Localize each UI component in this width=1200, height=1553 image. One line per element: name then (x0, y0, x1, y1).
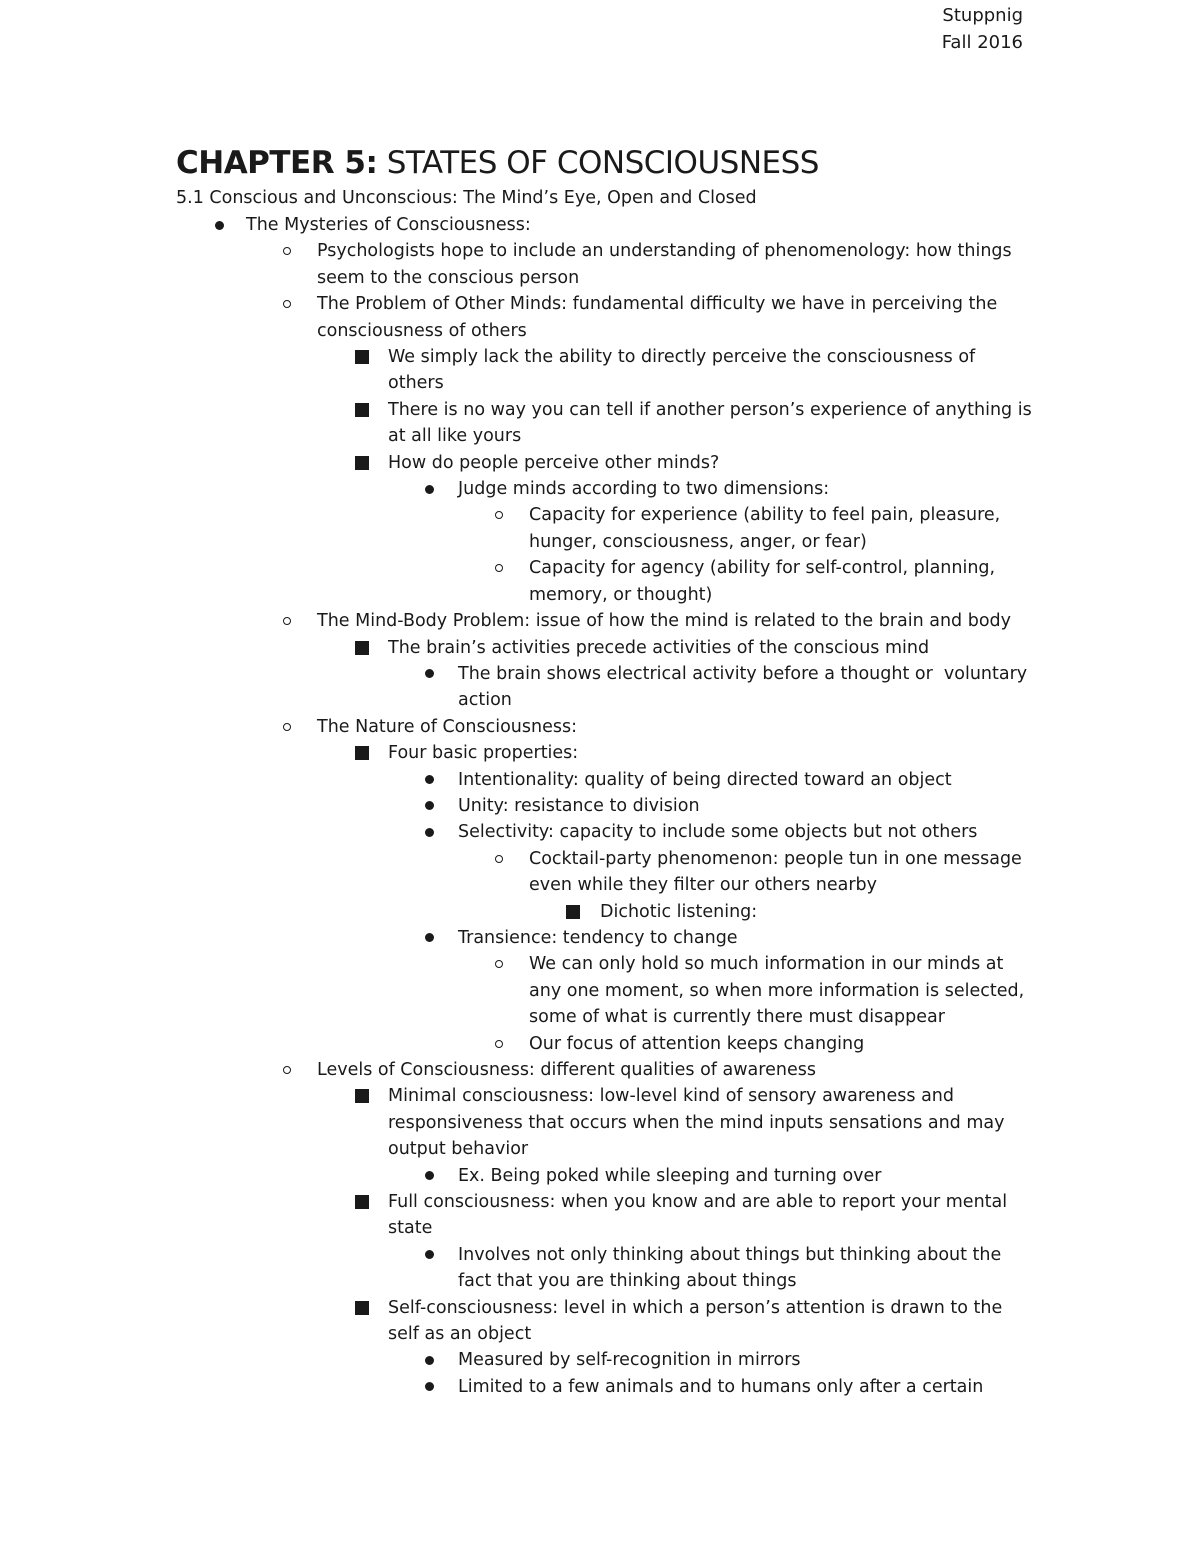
outline-item-text: The Mind-Body Problem: issue of how the mind is related to the brain and body (317, 611, 1012, 632)
outline-item (0, 291, 1200, 344)
outline-item (0, 476, 1200, 502)
outline-item-text: Cocktail-party phenomenon: people tun in one message (529, 848, 1022, 869)
outline-item (0, 1374, 1200, 1400)
outline-item-text: Minimal consciousness: low-level kind of sensory awareness and (388, 1086, 954, 1107)
outline-item (0, 951, 1200, 1030)
disc-bullet-icon (212, 212, 226, 238)
outline-item (0, 397, 1200, 450)
disc-bullet-icon (422, 819, 436, 845)
square-bullet-icon (355, 1189, 369, 1215)
outline-item-text: hunger, consciousness, anger, or fear) (529, 531, 867, 552)
circle-bullet-icon (280, 714, 294, 740)
outline-item-text: Limited to a few animals and to humans only after a certain (458, 1376, 984, 1397)
circle-bullet-icon (492, 502, 506, 528)
outline-item (0, 714, 1200, 740)
outline-item-text: seem to the conscious person (317, 267, 580, 288)
outline-item (0, 925, 1200, 951)
square-bullet-icon (566, 899, 580, 925)
outline-item-text: self as an object (388, 1324, 532, 1345)
disc-bullet-icon (422, 1347, 436, 1373)
outline-item-text: There is no way you can tell if another person’s experience of anything is (388, 399, 1032, 420)
outline-item (0, 344, 1200, 397)
outline-item-text: Selectivity: capacity to include some objects but not others (458, 822, 978, 843)
outline-item-text: The Problem of Other Minds: fundamental difficulty we have in perceiving the (317, 294, 998, 315)
outline-item-text: Capacity for experience (ability to feel pain, pleasure, (529, 505, 1001, 526)
outline-item-text: at all like yours (388, 426, 522, 447)
circle-bullet-icon (280, 1057, 294, 1083)
outline-item-text: others (388, 373, 444, 394)
disc-bullet-icon (422, 767, 436, 793)
disc-bullet-icon (422, 476, 436, 502)
outline-item (0, 1083, 1200, 1162)
outline-item-text: How do people perceive other minds? (388, 452, 720, 473)
outline-item (0, 555, 1200, 608)
outline-item (0, 661, 1200, 714)
outline-item-text: Full consciousness: when you know and are able to report your mental (388, 1192, 1008, 1213)
outline-item-text: Involves not only thinking about things but thinking about the (458, 1244, 1002, 1265)
circle-bullet-icon (492, 951, 506, 977)
square-bullet-icon (355, 635, 369, 661)
outline-item-text: Intentionality: quality of being directed toward an object (458, 769, 952, 790)
outline-item (0, 1242, 1200, 1295)
outline-item (0, 1347, 1200, 1373)
disc-bullet-icon (422, 925, 436, 951)
outline-item (0, 212, 1200, 238)
square-bullet-icon (355, 344, 369, 370)
square-bullet-icon (355, 1295, 369, 1321)
outline-item-text: The Nature of Consciousness: (317, 716, 577, 737)
outline-item-text: Capacity for agency (ability for self-control, planning, (529, 558, 996, 579)
outline-item-text: We simply lack the ability to directly perceive the consciousness of (388, 347, 976, 368)
outline-item (0, 502, 1200, 555)
outline-item-text: even while they filter our others nearby (529, 875, 878, 896)
outline-item-text: The Mysteries of Consciousness: (246, 215, 531, 235)
outline-item-text: Four basic properties: (388, 743, 579, 764)
outline-item (0, 1057, 1200, 1083)
outline-item-text: We can only hold so much information in our minds at (529, 954, 1004, 975)
circle-bullet-icon (492, 555, 506, 581)
circle-bullet-icon (492, 1031, 506, 1057)
outline-item (0, 767, 1200, 793)
square-bullet-icon (355, 397, 369, 423)
outline-item (0, 740, 1200, 766)
outline-item-text: Dichotic listening: (600, 901, 758, 922)
circle-bullet-icon (492, 846, 506, 872)
circle-bullet-icon (280, 608, 294, 634)
outline-item-text: Our focus of attention keeps changing (529, 1033, 865, 1054)
outline-item-text: Unity: resistance to division (458, 795, 700, 816)
circle-bullet-icon (280, 291, 294, 317)
outline-item-text: fact that you are thinking about things (458, 1271, 797, 1292)
outline-item-text: state (388, 1218, 433, 1239)
outline-item-text: Levels of Consciousness: different qualities of awareness (317, 1060, 816, 1080)
outline-item-text: Judge minds according to two dimensions: (458, 479, 830, 500)
page-header (942, 2, 1023, 56)
outline-item (0, 1189, 1200, 1242)
outline-item-text: Ex. Being poked while sleeping and turning over (458, 1165, 882, 1186)
outline-item (0, 793, 1200, 819)
outline-item (0, 819, 1200, 845)
square-bullet-icon (355, 740, 369, 766)
notes-outline (0, 212, 1200, 1400)
outline-item-text: responsiveness that occurs when the mind inputs sensations and may (388, 1112, 1005, 1133)
outline-item-text: Self-consciousness: level in which a person’s attention is drawn to the (388, 1297, 1003, 1318)
outline-item-text: Psychologists hope to include an understanding of phenomenology: how things (317, 241, 1012, 262)
outline-item (0, 1163, 1200, 1189)
outline-item-text: memory, or thought) (529, 584, 713, 605)
disc-bullet-icon (422, 1163, 436, 1189)
square-bullet-icon (355, 450, 369, 476)
outline-item-text: Measured by self-recognition in mirrors (458, 1350, 801, 1371)
outline-item (0, 635, 1200, 661)
outline-item-text: consciousness of others (317, 320, 527, 341)
outline-item-text: output behavior (388, 1139, 529, 1160)
outline-item-text: Transience: tendency to change (458, 927, 738, 948)
section-heading: 5.1 Conscious and Unconscious: The Mind’s Eye, Open and Closed (176, 188, 757, 208)
outline-item (0, 238, 1200, 291)
outline-item (0, 899, 1200, 925)
disc-bullet-icon (422, 661, 436, 687)
header-term: Fall 2016 (941, 32, 1023, 53)
chapter-number: CHAPTER 5: (176, 145, 378, 181)
disc-bullet-icon (422, 1374, 436, 1400)
outline-item (0, 846, 1200, 899)
chapter-title (176, 141, 819, 185)
chapter-name: STATES OF CONSCIOUSNESS (377, 145, 819, 181)
header-author: Stuppnig (942, 5, 1023, 26)
disc-bullet-icon (422, 1242, 436, 1268)
outline-item-text: any one moment, so when more information is selected, (529, 980, 1025, 1001)
circle-bullet-icon (280, 238, 294, 264)
outline-item (0, 1295, 1200, 1348)
disc-bullet-icon (422, 793, 436, 819)
outline-item (0, 1031, 1200, 1057)
outline-item (0, 608, 1200, 634)
outline-item-text: some of what is currently there must disappear (529, 1007, 945, 1028)
outline-item-text: The brain shows electrical activity before a thought or voluntary (458, 663, 1028, 684)
outline-item-text: action (458, 690, 512, 711)
outline-item-text: The brain’s activities precede activities of the conscious mind (388, 637, 930, 658)
square-bullet-icon (355, 1083, 369, 1109)
outline-item (0, 450, 1200, 476)
